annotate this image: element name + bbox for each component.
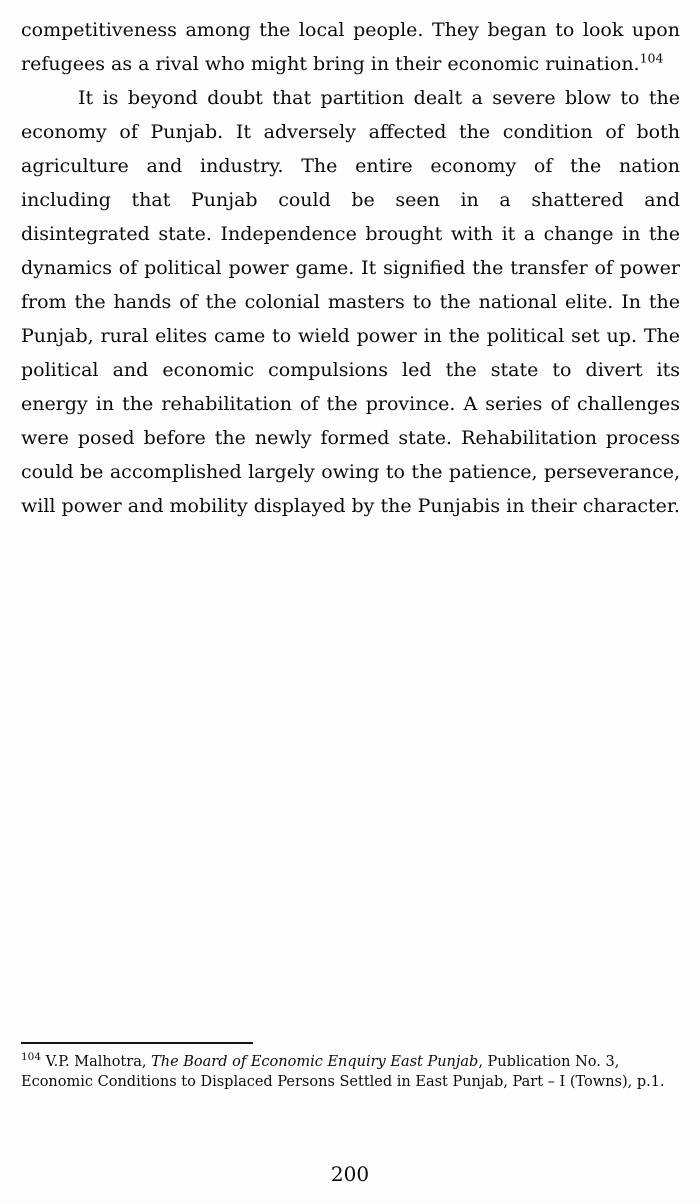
footnote-details: , Publication No. 3, Economic Conditions to Displaced Persons Settled in East Punjab, Part – I (Towns), p.1.: [21, 1054, 665, 1090]
paragraph-continuation-text: competitiveness among the local people. They began to look upon refugees as a rival who might bring in their economic ruination.: [21, 19, 680, 75]
footnote-marker: 104: [21, 1051, 42, 1064]
page-number: 200: [330, 1162, 370, 1186]
footnote-title-italic: The Board of Economic Enquiry East Punjab: [151, 1054, 479, 1070]
paragraph-main-text: It is beyond doubt that partition dealt a severe blow to the economy of Punjab. It adversely affected the condition of both agriculture and industry. The entire economy of the nation including that Punjab could be seen in a shattered and disintegrated state. Independence brought with it a change in the dynamics of political power game. It signified the transfer of power from the hands of the colonial masters to the national elite. In the Punjab, rural elites came to wield power in the political set up. The political and economic compulsions led the state to divert its energy in the rehabilitation of the province. A series of challenges were posed before the newly formed state. Rehabilitation process could be accomplished largely owing to the patience, perseverance, will power and mobility displayed by the Punjabis in their character.: [21, 87, 680, 517]
footnote: [21, 1053, 681, 1092]
footnote-separator-line: [21, 1042, 253, 1044]
footnote-author: V.P. Malhotra,: [41, 1054, 152, 1070]
paragraph-main: [21, 81, 680, 523]
footnote-area: [21, 1042, 681, 1092]
body-text-block: [21, 13, 680, 523]
paragraph-continuation: [21, 13, 680, 81]
footnote-reference-superscript: 104: [639, 50, 664, 66]
